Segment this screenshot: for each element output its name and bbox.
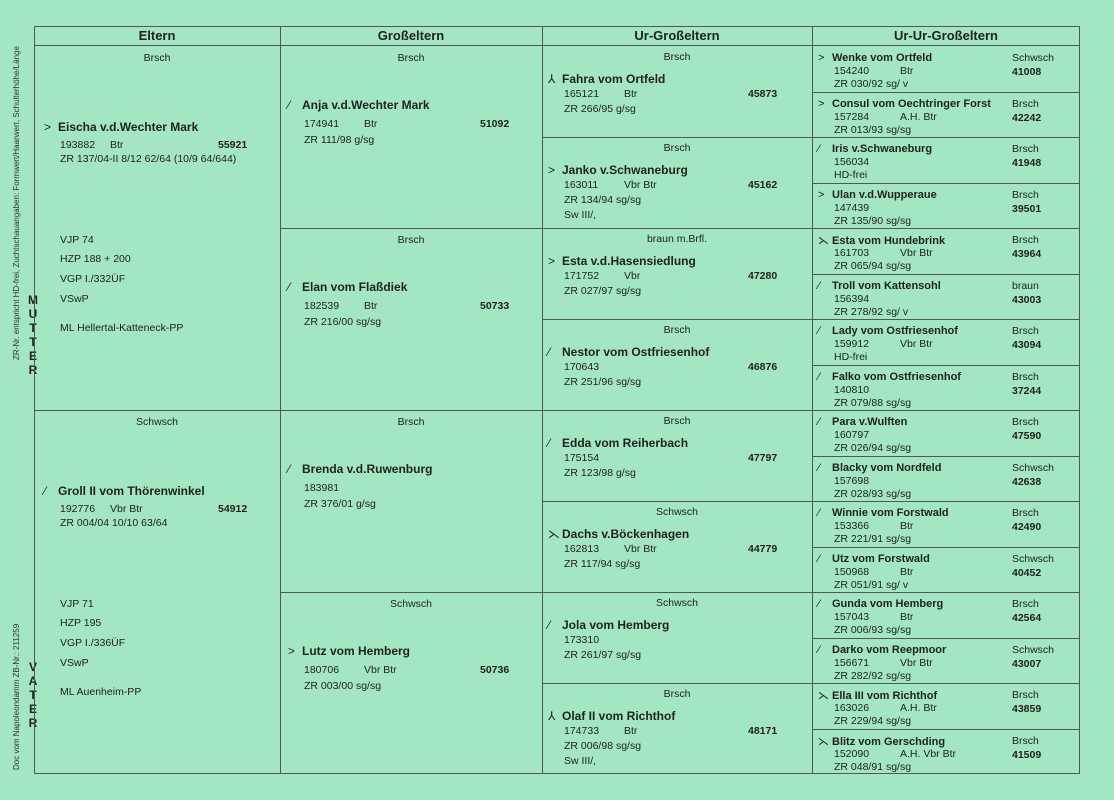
animal-name[interactable] xyxy=(548,72,665,86)
registration-number: 192776 xyxy=(60,503,96,515)
coat-type: Btr xyxy=(110,139,124,151)
animal-name-text: Para v.Wulften xyxy=(832,416,908,428)
show-results: HD-frei xyxy=(834,351,868,363)
pedigree-number: 47590 xyxy=(1012,430,1042,442)
pedigree-number: 48171 xyxy=(748,725,778,737)
animal-name[interactable] xyxy=(288,98,430,112)
line-mark-icon: > xyxy=(818,97,825,110)
coat-type: Btr xyxy=(364,118,378,130)
animal-color: braun m.Brfl. xyxy=(646,233,708,245)
animal-name[interactable] xyxy=(818,371,961,383)
show-results: ZR 123/98 g/sg xyxy=(564,467,636,479)
line-mark-icon: ⁄ xyxy=(288,280,291,294)
pedigree-number: 40452 xyxy=(1012,566,1042,579)
pedigree-number: 50736 xyxy=(480,664,510,676)
line-mark-icon: ⅄ xyxy=(548,72,556,86)
animal-color: Brsch xyxy=(1012,143,1039,155)
line-mark-icon: ⁄ xyxy=(818,416,820,428)
animal-name-text: Eischa v.d.Wechter Mark xyxy=(58,120,199,134)
pedigree-number: 39501 xyxy=(1012,202,1042,215)
pedigree-number: 51092 xyxy=(480,118,510,130)
animal-name[interactable] xyxy=(818,280,941,292)
animal-name-text: Groll II vom Thörenwinkel xyxy=(58,484,205,498)
row-divider xyxy=(812,501,1080,502)
line-mark-icon: ⋋ xyxy=(818,690,829,702)
registration-number: 140810 xyxy=(834,383,870,396)
show-results: ZR 221/91 sg/sg xyxy=(834,533,912,545)
animal-name-text: Ulan v.d.Wupperaue xyxy=(832,188,937,201)
animal-name[interactable] xyxy=(818,325,958,337)
pedigree-number: 50733 xyxy=(480,300,510,312)
animal-name[interactable] xyxy=(288,644,410,658)
registration-number: 156034 xyxy=(834,156,870,168)
animal-color: Brsch xyxy=(663,415,691,427)
coat-type: Btr xyxy=(364,300,378,312)
animal-color: Schwsch xyxy=(655,597,698,609)
show-results: ZR 030/92 sg/ v xyxy=(834,78,909,90)
line-mark-icon: > xyxy=(548,163,556,177)
line-mark-icon: > xyxy=(44,120,52,134)
row-divider xyxy=(280,410,542,411)
line-mark-icon: ⁄ xyxy=(818,370,820,383)
row-divider xyxy=(812,137,1080,138)
animal-color: Schwsch xyxy=(1012,52,1055,64)
pedigree-number: 42564 xyxy=(1012,612,1042,624)
pedigree-number: 41948 xyxy=(1012,157,1042,169)
side-note-top: ZR-Nr. entspricht HD-frei, Zuchtschauangaben: Formwert/Haarwert, Schulterhöhe/Länge xyxy=(12,46,21,360)
registration-number: 159912 xyxy=(834,338,870,350)
line-mark-icon: ⋋ xyxy=(818,235,829,247)
row-divider xyxy=(280,592,542,593)
side-note-bottom: Doc vom Napoleondamm ZB-Nr.: 211259 xyxy=(12,623,21,770)
side-label-vater: VATER xyxy=(28,660,38,730)
show-results: ZR 266/95 g/sg xyxy=(564,103,636,115)
pedigree-number: 43964 xyxy=(1012,248,1042,260)
animal-color: Schwsch xyxy=(389,598,432,610)
animal-name-text: Brenda v.d.Ruwenburg xyxy=(302,462,433,476)
coat-type: Btr xyxy=(624,725,638,737)
line-mark-icon: ⁄ xyxy=(818,643,820,656)
line-mark-icon: ⁄ xyxy=(288,462,291,476)
animal-color: Brsch xyxy=(1012,507,1039,519)
pedigree-number: 43094 xyxy=(1012,339,1042,351)
line-mark-icon: ⁄ xyxy=(818,552,820,565)
registration-number: 152090 xyxy=(834,747,870,760)
registration-number: 157284 xyxy=(834,110,870,123)
animal-name[interactable] xyxy=(818,507,949,519)
animal-name[interactable] xyxy=(818,735,945,748)
animal-name[interactable] xyxy=(818,189,937,201)
show-results: ZR 135/90 sg/sg xyxy=(834,214,912,227)
performance-entry: HZP 188 + 200 xyxy=(60,253,131,265)
show-results: ZR 216/00 sg/sg xyxy=(304,316,382,328)
pedigree-number: 46876 xyxy=(748,361,778,373)
row-divider xyxy=(812,729,1080,730)
animal-name[interactable] xyxy=(818,689,937,702)
line-mark-icon: ⋋ xyxy=(548,527,560,541)
column-header-3: Ur-Ur-Großeltern xyxy=(812,26,1080,46)
show-results: ZR 117/94 sg/sg xyxy=(564,558,641,570)
coat-type: Btr xyxy=(900,65,914,77)
animal-name-text: Edda vom Reiherbach xyxy=(562,436,689,450)
row-divider xyxy=(812,319,1080,320)
animal-name-text: Fahra vom Ortfeld xyxy=(562,72,666,86)
animal-name-text: Jola vom Hemberg xyxy=(562,618,670,632)
animal-color: Brsch xyxy=(1012,325,1039,337)
show-results: ZR 006/93 sg/sg xyxy=(834,624,912,636)
line-mark-icon: ⁄ xyxy=(818,461,820,474)
working-result: Sw III/, xyxy=(564,209,597,221)
row-divider xyxy=(812,683,1080,684)
animal-color: Brsch xyxy=(397,234,425,246)
animal-name[interactable] xyxy=(548,618,669,632)
line-mark-icon: > xyxy=(288,644,296,658)
show-results: ZR 111/98 g/sg xyxy=(304,134,375,146)
registration-number: 154240 xyxy=(834,65,870,77)
line-mark-icon: > xyxy=(548,254,556,268)
column-divider xyxy=(280,26,281,774)
registration-number: 174733 xyxy=(564,725,600,737)
line-mark-icon: ⁄ xyxy=(818,279,820,292)
row-divider xyxy=(542,137,812,138)
row-divider xyxy=(812,274,1080,275)
registration-number: 180706 xyxy=(304,664,340,676)
animal-name[interactable] xyxy=(818,143,932,155)
registration-number: 175154 xyxy=(564,452,600,464)
show-results: ZR 137/04-II 8/12 62/64 (10/9 64/644) xyxy=(60,153,237,165)
animal-name-text: Blitz vom Gerschding xyxy=(832,735,946,748)
registration-number: 193882 xyxy=(60,139,96,151)
pedigree-number: 44779 xyxy=(748,543,778,555)
pedigree-number: 43007 xyxy=(1012,657,1042,670)
coat-type: A.H. Vbr Btr xyxy=(900,747,957,760)
row-divider xyxy=(34,410,280,411)
animal-color: Brsch xyxy=(663,688,691,700)
animal-name-text: Falko vom Ostfriesenhof xyxy=(832,370,961,383)
animal-name[interactable] xyxy=(818,462,941,474)
animal-color: Brsch xyxy=(1012,598,1039,610)
row-divider xyxy=(812,365,1080,366)
pedigree-number: 42638 xyxy=(1012,475,1042,488)
show-results: ZR 051/91 sg/ v xyxy=(834,578,909,591)
show-results: ZR 251/96 sg/sg xyxy=(564,376,642,388)
performance-entry: ML Auenheim-PP xyxy=(60,686,142,698)
row-divider xyxy=(812,638,1080,639)
animal-name[interactable] xyxy=(548,527,689,541)
animal-name[interactable] xyxy=(818,416,907,428)
row-divider xyxy=(812,592,1080,593)
animal-name-text: Troll vom Kattensohl xyxy=(832,279,941,292)
registration-number: 174941 xyxy=(304,118,340,130)
performance-entry: VGP I./332ÜF xyxy=(60,273,126,285)
column-header-0: Eltern xyxy=(34,26,280,46)
animal-name-text: Ella III vom Richthof xyxy=(832,690,938,702)
animal-name[interactable] xyxy=(288,462,432,476)
line-mark-icon: > xyxy=(818,52,825,64)
registration-number: 182539 xyxy=(304,300,340,312)
animal-name[interactable] xyxy=(548,436,688,450)
column-divider xyxy=(542,26,543,774)
pedigree-number: 47280 xyxy=(748,270,778,282)
animal-name-text: Darko vom Reepmoor xyxy=(832,643,947,656)
animal-color: Schwsch xyxy=(1012,552,1055,565)
registration-number: 163011 xyxy=(564,179,599,191)
performance-entry: VGP I./336ÜF xyxy=(60,637,126,649)
performance-entry: VSwP xyxy=(60,657,89,669)
performance-entry: VJP 71 xyxy=(60,598,94,610)
registration-number: 156671 xyxy=(834,656,870,669)
animal-name-text: Utz vom Forstwald xyxy=(832,552,930,565)
animal-color: Brsch xyxy=(663,142,691,154)
animal-name-text: Blacky vom Nordfeld xyxy=(832,461,942,474)
pedigree-number: 55921 xyxy=(218,139,248,151)
show-results: ZR 026/94 sg/sg xyxy=(834,442,912,454)
row-divider xyxy=(812,410,1080,411)
row-divider xyxy=(542,319,812,320)
pedigree-number: 41008 xyxy=(1012,66,1042,78)
pedigree-number: 37244 xyxy=(1012,384,1042,397)
show-results: ZR 079/88 sg/sg xyxy=(834,396,912,409)
animal-name[interactable] xyxy=(44,120,198,134)
animal-name[interactable] xyxy=(44,484,205,498)
show-results: ZR 006/98 sg/sg xyxy=(564,740,642,752)
registration-number: 153366 xyxy=(834,520,870,532)
registration-number: 162813 xyxy=(564,543,600,555)
registration-number: 160797 xyxy=(834,429,870,441)
coat-type: Vbr Btr xyxy=(624,179,657,191)
coat-type: Vbr xyxy=(624,270,641,282)
registration-number: 171752 xyxy=(564,270,600,282)
line-mark-icon: ⁄ xyxy=(548,436,551,450)
animal-name[interactable] xyxy=(818,52,932,64)
animal-color: Brsch xyxy=(1012,689,1039,701)
animal-name-text: Esta v.d.Hasensiedlung xyxy=(562,254,696,268)
coat-type: Btr xyxy=(900,520,914,532)
show-results: ZR 028/93 sg/sg xyxy=(834,487,912,500)
line-mark-icon: ⁄ xyxy=(818,325,820,337)
row-divider xyxy=(280,228,542,229)
animal-color: Schwsch xyxy=(135,416,178,428)
pedigree-number: 45162 xyxy=(748,179,778,191)
row-divider xyxy=(542,683,812,684)
animal-color: Brsch xyxy=(1012,188,1039,201)
row-divider xyxy=(812,92,1080,93)
animal-color: Brsch xyxy=(663,324,691,336)
line-mark-icon: ⁄ xyxy=(818,143,820,155)
show-results: ZR 134/94 sg/sg xyxy=(564,194,642,206)
coat-type: Vbr Btr xyxy=(624,543,657,555)
animal-name[interactable] xyxy=(548,163,688,177)
coat-type: Vbr Btr xyxy=(900,656,933,669)
row-divider xyxy=(812,547,1080,548)
pedigree-number: 54912 xyxy=(218,503,248,515)
show-results: ZR 004/04 10/10 63/64 xyxy=(60,517,168,529)
animal-name-text: Wenke vom Ortfeld xyxy=(832,52,933,64)
pedigree-number: 42490 xyxy=(1012,521,1042,533)
animal-color: Brsch xyxy=(1012,97,1039,110)
performance-entry: ML Hellertal-Katteneck-PP xyxy=(60,322,184,334)
performance-entry: HZP 195 xyxy=(60,617,102,629)
animal-color: Schwsch xyxy=(1012,643,1055,656)
animal-name[interactable] xyxy=(818,98,991,110)
registration-number: 165121 xyxy=(564,88,600,100)
coat-type: A.H. Btr xyxy=(900,110,937,123)
animal-name-text: Gunda vom Hemberg xyxy=(832,598,944,610)
registration-number: 157043 xyxy=(834,611,870,623)
line-mark-icon: ⁄ xyxy=(818,507,820,519)
show-results: HD-frei xyxy=(834,169,868,181)
animal-name-text: Lutz vom Hemberg xyxy=(302,644,411,658)
coat-type: Vbr Btr xyxy=(110,503,143,515)
animal-name-text: Winnie vom Forstwald xyxy=(832,507,949,519)
animal-name[interactable] xyxy=(548,345,709,359)
registration-number: 183981 xyxy=(304,482,340,494)
show-results: ZR 278/92 sg/ v xyxy=(834,305,909,318)
animal-name[interactable] xyxy=(548,254,696,268)
row-divider xyxy=(542,228,812,229)
animal-name-text: Elan vom Flaßdiek xyxy=(302,280,408,294)
animal-name-text: Nestor vom Ostfriesenhof xyxy=(562,345,710,359)
show-results: ZR 013/93 sg/sg xyxy=(834,123,912,136)
animal-color: Brsch xyxy=(143,52,171,64)
row-divider xyxy=(812,456,1080,457)
animal-color: Brsch xyxy=(397,52,425,64)
animal-name-text: Dachs v.Böckenhagen xyxy=(562,527,690,541)
row-divider xyxy=(542,410,812,411)
show-results: ZR 261/97 sg/sg xyxy=(564,649,642,661)
line-mark-icon: ⁄ xyxy=(548,345,551,359)
coat-type: Vbr Btr xyxy=(900,338,933,350)
line-mark-icon: ⁄ xyxy=(288,98,291,112)
pedigree-number: 45873 xyxy=(748,88,778,100)
line-mark-icon: > xyxy=(818,188,825,201)
animal-name[interactable] xyxy=(818,598,943,610)
animal-name-text: Lady vom Ostfriesenhof xyxy=(832,325,958,337)
animal-name[interactable] xyxy=(288,280,407,294)
registration-number: 173310 xyxy=(564,634,600,646)
registration-number: 170643 xyxy=(564,361,600,373)
column-header-2: Ur-Großeltern xyxy=(542,26,812,46)
line-mark-icon: ⁄ xyxy=(548,618,551,632)
animal-color: Brsch xyxy=(663,51,691,63)
performance-entry: VSwP xyxy=(60,293,89,305)
coat-type: Btr xyxy=(624,88,638,100)
animal-name[interactable] xyxy=(818,644,946,656)
row-divider xyxy=(542,592,812,593)
animal-color: Brsch xyxy=(397,416,425,428)
registration-number: 156394 xyxy=(834,292,870,305)
line-mark-icon: ⅄ xyxy=(548,709,556,723)
side-label-mutter: MUTTER xyxy=(28,293,38,377)
working-result: Sw III/, xyxy=(564,755,597,767)
animal-name[interactable] xyxy=(818,553,930,565)
coat-type: Btr xyxy=(900,565,914,578)
show-results: ZR 282/92 sg/sg xyxy=(834,669,912,682)
show-results: ZR 065/94 sg/sg xyxy=(834,260,912,272)
coat-type: Vbr Btr xyxy=(900,247,933,259)
row-divider xyxy=(542,501,812,502)
column-divider xyxy=(812,26,813,774)
coat-type: A.H. Btr xyxy=(900,702,937,714)
pedigree-number: 41509 xyxy=(1012,748,1042,761)
animal-color: Brsch xyxy=(1012,234,1039,246)
animal-name-text: Olaf II vom Richthof xyxy=(562,709,676,723)
show-results: ZR 229/94 sg/sg xyxy=(834,715,912,727)
animal-name-text: Janko v.Schwaneburg xyxy=(562,163,688,177)
animal-name[interactable] xyxy=(548,709,675,723)
animal-color: Brsch xyxy=(1012,734,1039,747)
animal-name-text: Anja v.d.Wechter Mark xyxy=(302,98,430,112)
column-header-1: Großeltern xyxy=(280,26,542,46)
animal-name[interactable] xyxy=(818,234,945,247)
animal-color: Brsch xyxy=(1012,416,1039,428)
show-results: ZR 048/91 sg/sg xyxy=(834,760,912,773)
row-divider xyxy=(812,183,1080,184)
performance-entry: VJP 74 xyxy=(60,234,94,246)
animal-color: Schwsch xyxy=(655,506,698,518)
show-results: ZR 376/01 g/sg xyxy=(304,498,376,510)
coat-type: Btr xyxy=(900,611,914,623)
show-results: ZR 003/00 sg/sg xyxy=(304,680,382,692)
pedigree-number: 47797 xyxy=(748,452,778,464)
line-mark-icon: ⋋ xyxy=(818,735,829,748)
show-results: ZR 027/97 sg/sg xyxy=(564,285,642,297)
registration-number: 150968 xyxy=(834,565,870,578)
animal-name-text: Consul vom Oechtringer Forst xyxy=(832,97,991,110)
registration-number: 161703 xyxy=(834,247,870,259)
pedigree-number: 43003 xyxy=(1012,293,1042,306)
line-mark-icon: ⁄ xyxy=(818,598,820,610)
pedigree-number: 42242 xyxy=(1012,111,1042,124)
animal-color: Brsch xyxy=(1012,370,1039,383)
registration-number: 157698 xyxy=(834,474,870,487)
registration-number: 163026 xyxy=(834,702,870,714)
row-divider xyxy=(812,228,1080,229)
pedigree-number: 43859 xyxy=(1012,703,1042,715)
line-mark-icon: ⁄ xyxy=(44,484,47,498)
coat-type: Vbr Btr xyxy=(364,664,397,676)
animal-color: braun xyxy=(1012,279,1039,292)
registration-number: 147439 xyxy=(834,201,870,214)
animal-color: Schwsch xyxy=(1012,461,1055,474)
animal-name-text: Esta vom Hundebrink xyxy=(832,235,946,247)
animal-name-text: Iris v.Schwaneburg xyxy=(832,143,933,155)
